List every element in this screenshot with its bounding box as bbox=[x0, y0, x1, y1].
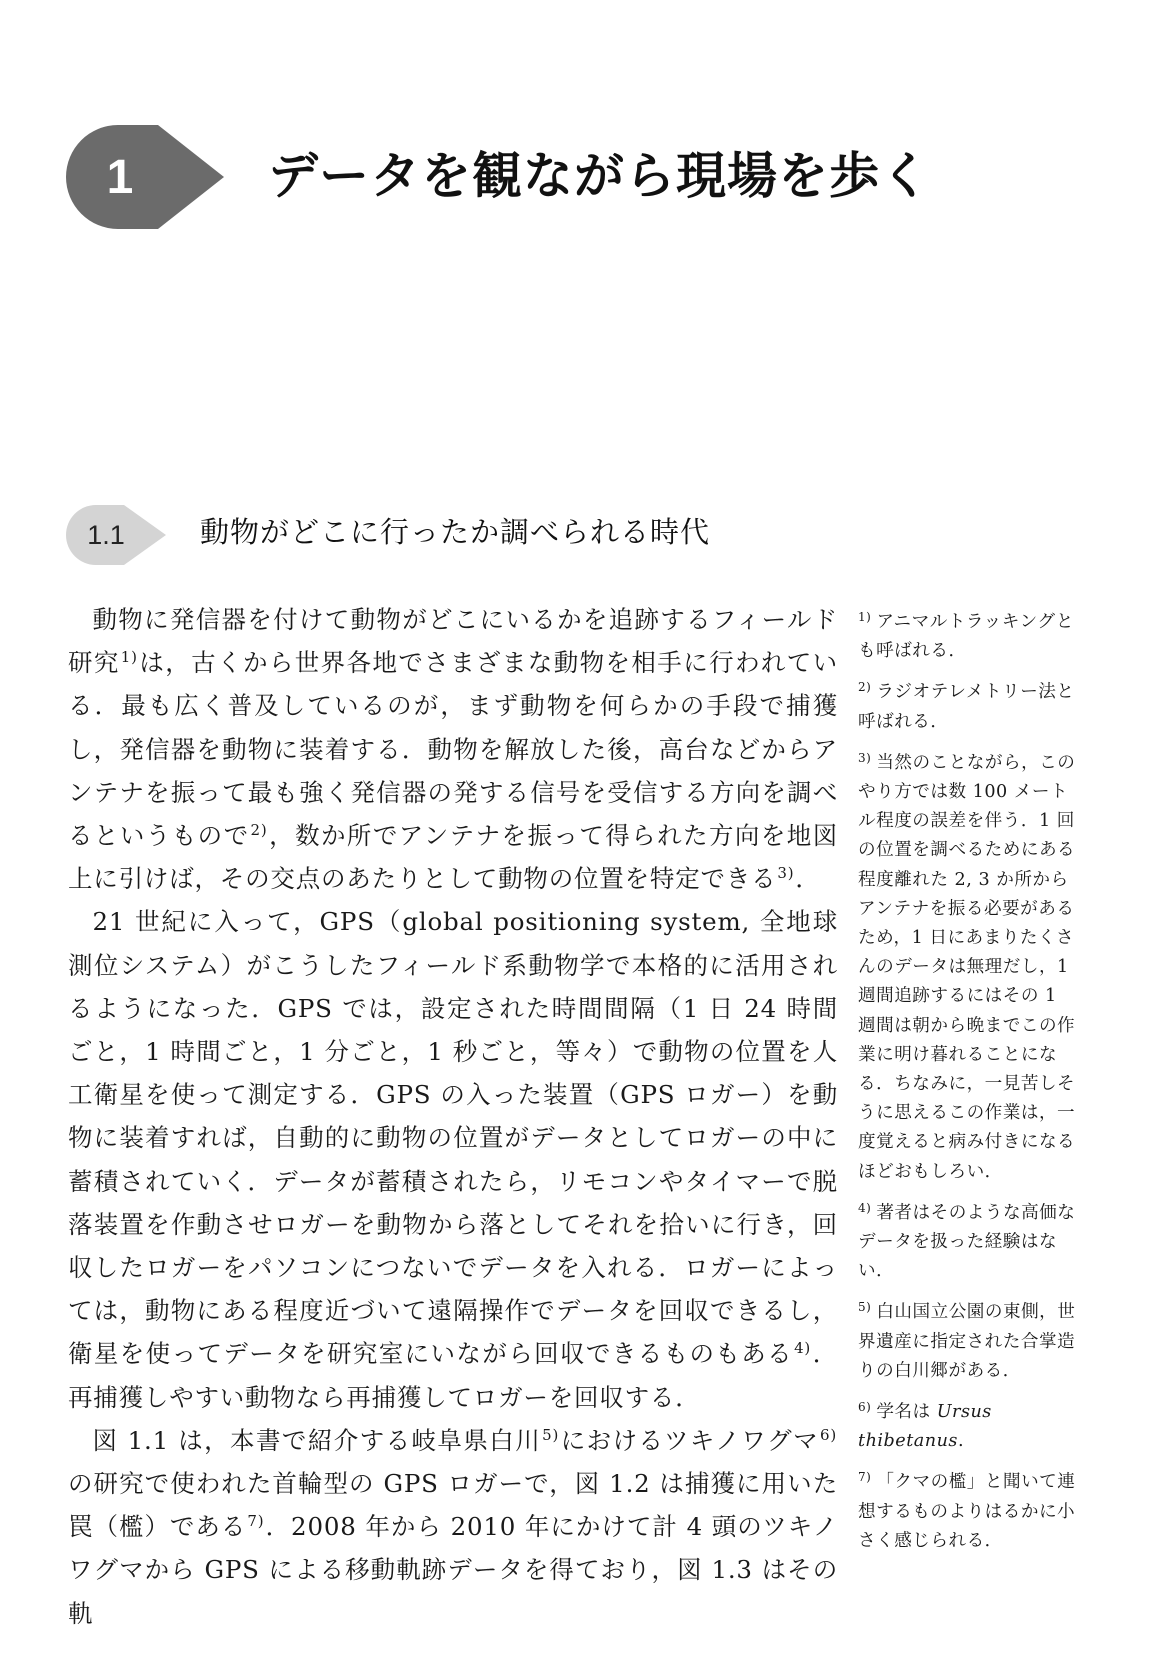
body-text bbox=[68, 598, 838, 1635]
sidenote-3 bbox=[858, 744, 1080, 1187]
text-run: 図 1.1 は，本書で紹介する岐阜県白川 bbox=[92, 1425, 542, 1455]
chapter-number: 1 bbox=[106, 150, 134, 204]
text-run: ． bbox=[795, 864, 821, 894]
sidenote-6 bbox=[858, 1393, 1080, 1456]
sidenote-text: 著者はそのような高価なデータを扱った経験はない． bbox=[858, 1202, 1076, 1282]
footnote-ref: 7) bbox=[247, 1512, 265, 1531]
sidenote-7 bbox=[858, 1463, 1080, 1556]
footnote-ref: 6) bbox=[820, 1425, 837, 1444]
sidenote-number: 3) bbox=[858, 750, 872, 765]
sidenote-1 bbox=[858, 603, 1080, 666]
footnote-ref: 3) bbox=[777, 864, 795, 883]
text-run: は，古くから世界各地でさまざまな動物を相手に行われている．最も広く普及しているのが，まず動物を何らかの手段で捕獲し，発信器を動物に装着する．動物を解放した後，高台などからアンテナを振って最も強く発信器の発する信号を受信する方向を調べるというもので bbox=[68, 648, 838, 851]
chapter-number-badge bbox=[66, 125, 226, 229]
sidenote-number: 5) bbox=[858, 1300, 872, 1315]
species-name: Ursus thibetanus bbox=[858, 1402, 992, 1452]
sidenote-4 bbox=[858, 1194, 1080, 1287]
footnote-ref: 5) bbox=[542, 1425, 560, 1444]
sidenotes-column bbox=[858, 603, 1080, 1563]
text-run: 21 世紀に入って，GPS（global positioning system, 全地球測位システム）がこうしたフィールド系動物学で本格的に活用されるようになった．GPS では，設定された時間間隔（1 日 24 時間ごと，1 時間ごと，1 分ごと，1 秒ごと，等々）で動物の位置を人工衛星を使って測定する．GPS の入った装置（GPS ロガー）を動物に装着すれば，自動的に動物の位置がデータとしてロガーの中に蓄積されていく．データが蓄積されたら，リモコンやタイマーで脱落装置を作動させロガーを動物から落としてそれを拾いに行き，回収したロガーをパソコンにつないでデータを入れる．ロガーによっては，動物にある程度近づいて遠隔操作でデータを回収できるし，衛星を使ってデータを研究室にいながら回収できるものもある bbox=[68, 907, 838, 1369]
text-run: の研究で使われた首輪型の GPS ロガーで，図 1.2 は捕獲に用いた罠（檻）である bbox=[68, 1469, 838, 1542]
sidenote-text: ラジオテレメトリー法と呼ばれる． bbox=[858, 682, 1075, 732]
sidenote-number: 6) bbox=[858, 1400, 872, 1415]
sidenote-5 bbox=[858, 1293, 1080, 1386]
sidenote-number: 4) bbox=[858, 1200, 872, 1215]
chapter-title: データを観ながら現場を歩く bbox=[268, 147, 931, 205]
sidenote-text: 「クマの檻」と聞いて連想するものよりはるかに小さく感じられる． bbox=[858, 1472, 1076, 1551]
sidenote-number: 2) bbox=[858, 680, 872, 695]
section-number-badge bbox=[66, 505, 176, 565]
sidenote-text: アニマルトラッキングとも呼ばれる． bbox=[858, 612, 1074, 662]
text-run: 動物に発信器を付けて動物がどこにいるかを追跡するフィールド研究 bbox=[68, 605, 838, 678]
sidenote-2 bbox=[858, 673, 1080, 736]
footnote-ref: 4) bbox=[794, 1339, 812, 1358]
sidenote-number: 1) bbox=[858, 610, 872, 624]
text-run: におけるツキノワグマ bbox=[560, 1425, 819, 1455]
sidenote-number: 7) bbox=[858, 1470, 872, 1485]
sidenote-text: 当然のことながら，このやり方では数 100 メートル程度の誤差を伴う．1 回の位置を調べるためにある程度離れた 2, 3 か所からアンテナを振る必要があるため，1 日にあまりたくさんのデータは無理だし，1 週間追跡するにはその 1 週間は朝から晩までこの作業に明け暮れることになる．ちなみに，一見苦しそうに思えるこの作業は，一度覚えると病み付きになるほどおもしろい． bbox=[858, 752, 1076, 1182]
section-title: 動物がどこに行ったか調べられる時代 bbox=[200, 515, 711, 549]
sidenote-text: . bbox=[957, 1431, 965, 1452]
text-run: ，数か所でアンテナを振って得られた方向を地図上に引けば，その交点のあたりとして動物の位置を特定できる bbox=[68, 821, 838, 894]
sidenote-text: 学名は bbox=[876, 1402, 937, 1423]
text-run: ．2008 年から 2010 年にかけて計 4 頭のツキノワグマから GPS による移動軌跡データを得ており，図 1.3 はその軌 bbox=[68, 1512, 838, 1628]
paragraph-3 bbox=[68, 1419, 838, 1635]
paragraph-1 bbox=[68, 598, 838, 900]
footnote-ref: 1) bbox=[120, 648, 138, 667]
text-run: ．再捕獲しやすい動物なら再捕獲してロガーを回収する． bbox=[68, 1339, 838, 1412]
section-number: 1.1 bbox=[87, 519, 125, 550]
paragraph-2 bbox=[68, 900, 838, 1418]
sidenote-text: 白山国立公園の東側，世界遺産に指定された合掌造りの白川郷がある． bbox=[858, 1302, 1076, 1381]
footnote-ref: 2) bbox=[250, 821, 268, 840]
